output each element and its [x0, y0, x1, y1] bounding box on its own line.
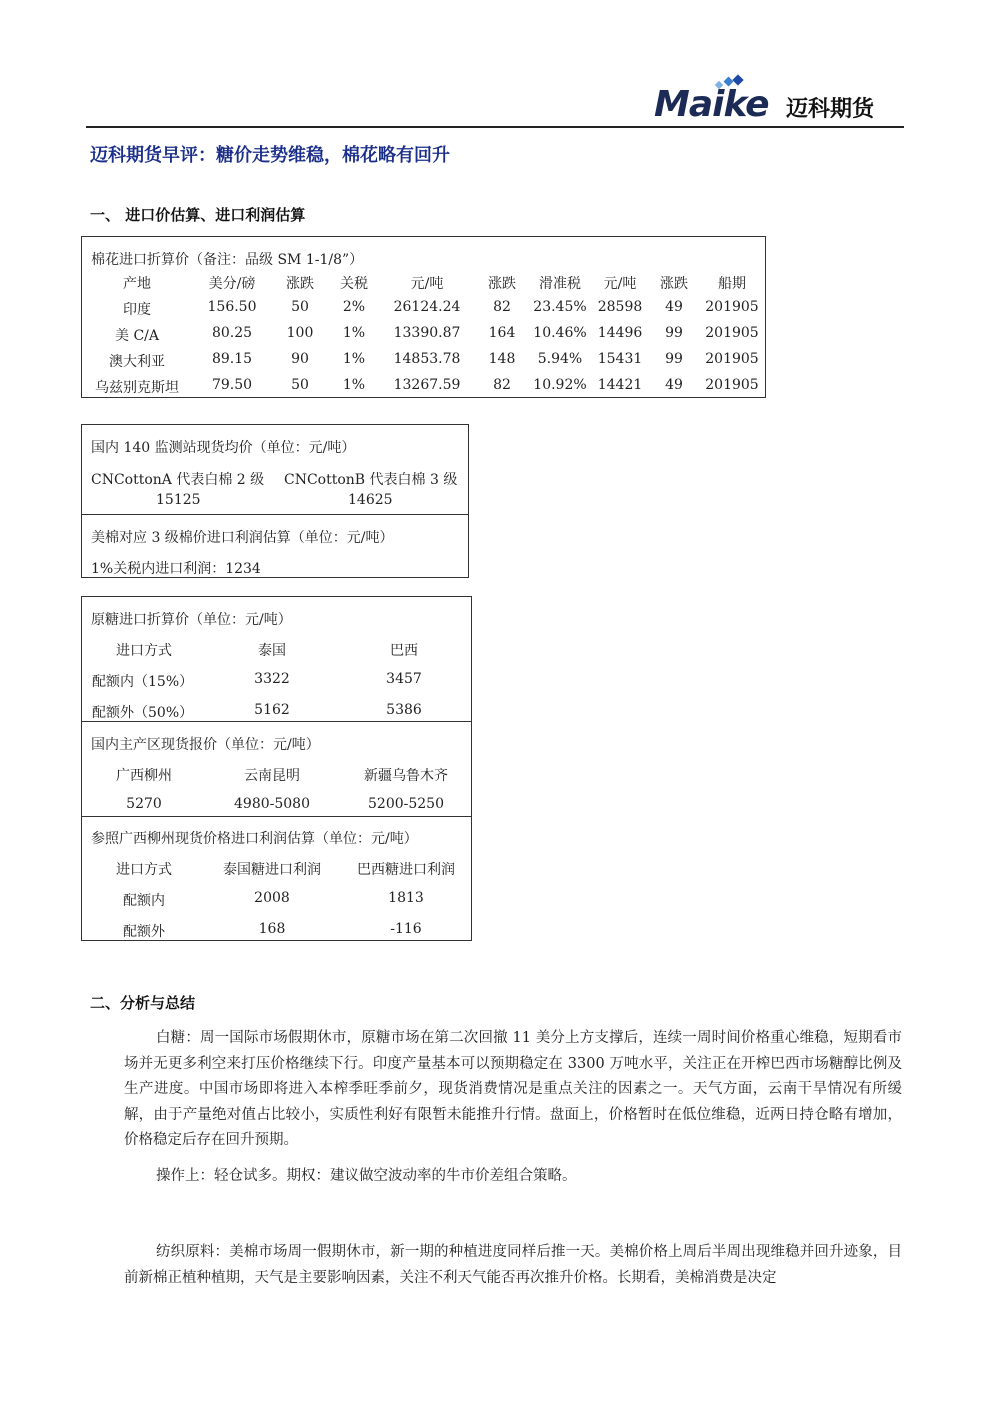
sugar-spot-header: 广西柳州: [116, 768, 172, 784]
sugar-profit-cell: 1813: [388, 890, 424, 906]
cotton-table-cell: 201905: [705, 377, 759, 393]
cotton-header-cell: 涨跌: [488, 276, 516, 292]
sugar-import-header: 泰国: [258, 643, 286, 659]
sugar-spot-header: 云南昆明: [244, 768, 300, 784]
cotton-header-cell: 元/吨: [410, 276, 444, 292]
cotton-table-cell: 148: [488, 351, 516, 367]
cotton-table-cell: 89.15: [211, 351, 253, 367]
cotton-header-cell: 元/吨: [603, 276, 637, 292]
cotton-table-cell: 99: [665, 351, 683, 367]
cotton-header-cell: 美分/磅: [208, 276, 256, 292]
cncotton-a-label: CNCottonA 代表白棉 2 级: [91, 472, 265, 488]
cotton-table-caption: 棉花进口折算价（备注：品级 SM 1-1/8”）: [91, 252, 364, 268]
cotton-header-cell: 涨跌: [660, 276, 688, 292]
section-heading-2: 二、分析与总结: [90, 994, 196, 1012]
domestic-cotton-box: [81, 424, 469, 578]
cotton-table-cell: 5.94%: [537, 351, 583, 367]
cotton-table-cell: 14421: [597, 377, 643, 393]
cotton-header-cell: 船期: [718, 276, 746, 292]
cotton-table-cell: 14853.78: [393, 351, 461, 367]
cotton-table-cell: 28598: [597, 299, 643, 315]
sugar-import-value: 3322: [254, 671, 290, 687]
page-title: 迈科期货早评：糖价走势维稳，棉花略有回升: [90, 145, 450, 166]
cotton-table-cell: 14496: [597, 325, 643, 341]
sugar-spot-value: 4980-5080: [234, 796, 310, 812]
sugar-profit-cell: 168: [258, 921, 286, 937]
cncotton-b-value: 14625: [348, 492, 393, 508]
cotton-table-cell: 82: [493, 377, 511, 393]
cotton-table-cell: 201905: [705, 299, 759, 315]
sugar-import-value: 5386: [386, 702, 422, 718]
paragraph-sugar: 白糖：周一国际市场假期休市，原糖市场在第二次回撤 11 美分上方支撑后，连续一周时间价格重心维稳，短期看市场并无更多利空来打压价格继续下行。印度产量基本可以预期稳定在 3300 万吨水平，关注正在开榨巴西市场糖醇比例及生产进度。中国市场即将进入本榨季旺季前夕，现货消费情况是重点关注的因素之一。天气方面，云南干旱情况有所缓解，由于产量绝对值占比较小，实质性利好有限暂未能推升行情。盘面上，价格暂时在低位维稳，近两日持仓略有增加，价格稳定后存在回升预期。: [124, 1030, 902, 1148]
cotton-table-cell: 10.92%: [533, 377, 587, 393]
sugar-profit-cell: 2008: [254, 890, 290, 906]
sugar-import-row-label: 配额外（50%）: [92, 705, 194, 721]
cotton-table-cell: 156.50: [207, 299, 257, 315]
cotton-table-cell: 50: [291, 377, 309, 393]
logo-cn-text: 迈科期货: [786, 97, 875, 122]
divider: [82, 816, 471, 817]
sugar-box: [81, 596, 472, 941]
cotton-table-cell: 80.25: [211, 325, 253, 341]
cotton-table-cell: 79.50: [211, 377, 253, 393]
cotton-table-cell: 1%: [342, 351, 366, 367]
cotton-header-cell: 滑准税: [539, 276, 581, 292]
sugar-profit-cell: -116: [390, 921, 422, 937]
logo-brand-text: Maike: [654, 84, 769, 125]
cotton-table-cell: 99: [665, 325, 683, 341]
cotton-table-cell: 26124.24: [393, 299, 461, 315]
sugar-profit-header: 泰国糖进口利润: [223, 862, 321, 878]
cotton-table-cell: 2%: [342, 299, 366, 315]
cotton-import-table: [81, 236, 766, 398]
sugar-import-header: 进口方式: [116, 643, 172, 659]
company-logo: [650, 74, 902, 124]
cotton-table-cell: 13267.59: [393, 377, 461, 393]
cotton-table-cell: 1%: [342, 325, 366, 341]
cotton-header-cell: 涨跌: [286, 276, 314, 292]
paragraph-textile: 纺织原料：美棉市场周一假期休市，新一期的种植进度同样后推一天。美棉价格上周后半周出现维稳并回升迹象，目前新棉正植种植期，天气是主要影响因素，关注不利天气能否再次推升价格。长期看，美棉消费是决定: [124, 1244, 902, 1286]
sugar-profit-caption: 参照广西柳州现货价格进口利润估算（单位：元/吨）: [91, 831, 418, 847]
sugar-profit-cell: 配额外: [123, 924, 165, 940]
sugar-profit-header: 巴西糖进口利润: [357, 862, 455, 878]
cotton-table-cell: 49: [665, 299, 683, 315]
sugar-import-value: 5162: [254, 702, 290, 718]
cotton-table-cell: 201905: [705, 325, 759, 341]
cotton-table-cell: 201905: [705, 351, 759, 367]
header-rule: [86, 126, 904, 128]
sugar-profit-cell: 配额内: [123, 893, 165, 909]
sugar-profit-header: 进口方式: [116, 862, 172, 878]
divider: [82, 514, 468, 515]
sugar-import-header: 巴西: [390, 643, 418, 659]
cotton-table-cell: 164: [488, 325, 516, 341]
cotton-table-cell: 23.45%: [533, 299, 587, 315]
cncotton-b-label: CNCottonB 代表白棉 3 级: [284, 472, 458, 488]
cotton-profit-text: 1%关税内进口利润：1234: [91, 561, 261, 577]
sugar-import-value: 3457: [386, 671, 422, 687]
cotton-table-cell: 49: [665, 377, 683, 393]
cotton-table-cell: 90: [291, 351, 309, 367]
cotton-header-cell: 关税: [340, 276, 368, 292]
cotton-table-cell: 82: [493, 299, 511, 315]
cotton-table-cell: 1%: [342, 377, 366, 393]
domestic-cotton-caption: 国内 140 监测站现货均价（单位：元/吨）: [91, 440, 356, 456]
divider: [82, 721, 471, 722]
paragraph-operation: 操作上：轻仓试多。期权：建议做空波动率的牛市价差组合策略。: [156, 1168, 577, 1184]
sugar-spot-caption: 国内主产区现货报价（单位：元/吨）: [91, 737, 320, 753]
cotton-table-cell: 乌兹别克斯坦: [95, 380, 179, 396]
cotton-profit-caption: 美棉对应 3 级棉价进口利润估算（单位：元/吨）: [91, 530, 394, 546]
cotton-table-cell: 100: [286, 325, 314, 341]
sugar-spot-value: 5200-5250: [368, 796, 444, 812]
sugar-spot-value: 5270: [126, 796, 162, 812]
sugar-spot-header: 新疆乌鲁木齐: [364, 768, 448, 784]
cotton-table-cell: 13390.87: [393, 325, 461, 341]
cotton-table-cell: 印度: [123, 302, 151, 318]
section-heading-1: 一、 进口价估算、进口利润估算: [90, 206, 306, 224]
cotton-table-cell: 50: [291, 299, 309, 315]
cncotton-a-value: 15125: [156, 492, 201, 508]
sugar-import-row-label: 配额内（15%）: [92, 674, 194, 690]
cotton-table-cell: 10.46%: [533, 325, 587, 341]
cotton-header-cell: 产地: [123, 276, 151, 292]
cotton-table-cell: 15431: [597, 351, 643, 367]
sugar-import-caption: 原糖进口折算价（单位：元/吨）: [91, 612, 292, 628]
cotton-table-cell: 澳大利亚: [109, 354, 165, 370]
cotton-table-cell: 美 C/A: [115, 328, 159, 344]
